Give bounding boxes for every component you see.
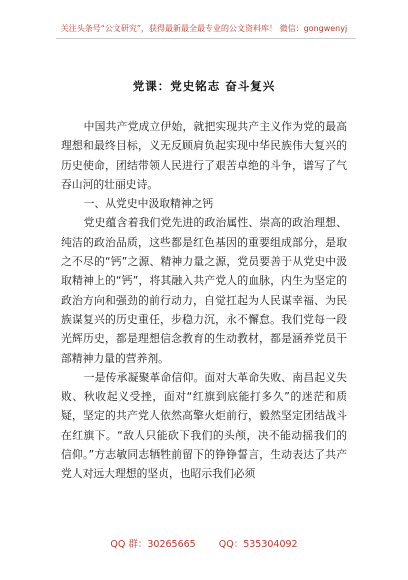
footer-qq: QQ：535304092 xyxy=(218,539,298,550)
section-paragraph: 党史蕴含着我们党先进的政治属性、崇高的政治理想、纯洁的政治品质，这些都是红色基因的重要组成部分，是取之不尽的“钙”之源、精神力量之源，党员要善于从党史中汲取精神上的“钙”，将其融入共产党人的血脉，内生为坚定的政治方向和强劲的前行动力，自觉扛起为人民谋幸福、为民族谋复兴的历史重任，步稳力沉，永不懈怠。我们党每一段光辉历史，都是理想信念教育的生动教材，都是涵养党员干部精神力量的营养剂。 xyxy=(61,216,347,365)
document-title: 党课：党史铭志 奋斗复兴 xyxy=(132,79,276,93)
intro-paragraph: 中国共产党成立伊始，就把实现共产主义作为党的最高理想和最终目标，义无反顾肩负起实现中华民族伟大复兴的历史使命，团结带领人民进行了艰苦卓绝的斗争，谱写了气吞山河的壮丽史诗。 xyxy=(61,120,347,191)
section-heading: 一、从党史中汲取精神之钙 xyxy=(83,197,214,211)
footer-qq-group: QQ 群：30265665 xyxy=(110,539,196,550)
document-body xyxy=(61,117,347,484)
footer-contact xyxy=(0,536,408,550)
section-paragraph: 一是传承凝聚革命信仰。面对大革命失败、南昌起义失败、秋收起义受挫，面对“红旗到底能打多久”的迷茫和质疑，坚定的共产党人依然高擎火炬前行，毅然坚定团结战斗在红旗下。“敌人只能砍下我们的头颅，决不能动摇我们的信仰。”方志敏同志牺牲前留下的铮铮誓言，生动表达了共产党人对远大理想的坚贞，也昭示我们必须 xyxy=(61,370,347,481)
header-banner: 关注头条号“公文研究”，获得最新最全最专业的公文资料库！ 微信：gongwenyj xyxy=(60,24,348,33)
header-divider xyxy=(56,38,356,39)
